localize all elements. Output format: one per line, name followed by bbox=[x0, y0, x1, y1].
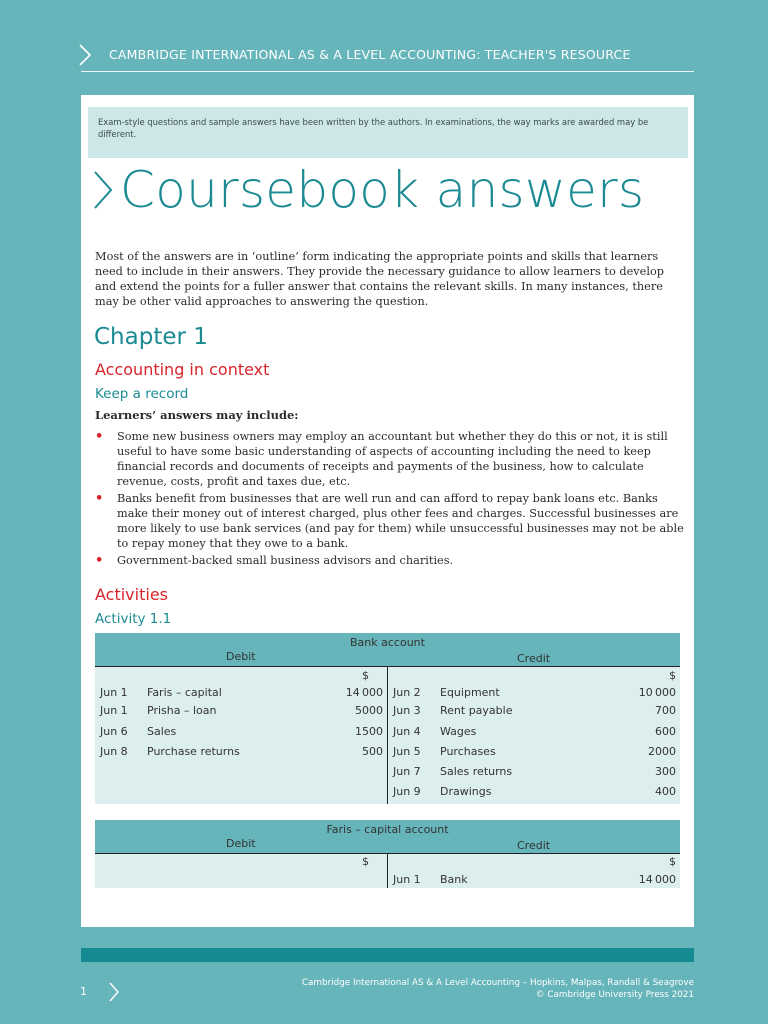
debit-amount: 5000 bbox=[355, 704, 383, 717]
debit-date: Jun 1 bbox=[100, 704, 128, 717]
credit-date: Jun 5 bbox=[393, 745, 421, 758]
credit-amount: 700 bbox=[655, 704, 676, 717]
credit-date: Jun 9 bbox=[393, 785, 421, 798]
credit-amount: 400 bbox=[655, 785, 676, 798]
credit-date: Jun 3 bbox=[393, 704, 421, 717]
chapter-heading: Chapter 1 bbox=[94, 324, 208, 350]
header-divider bbox=[81, 71, 694, 72]
subsection-heading-activity-1-1: Activity 1.1 bbox=[95, 611, 172, 627]
debit-item: Prisha – loan bbox=[147, 704, 217, 717]
table-header bbox=[95, 820, 680, 853]
credit-amount: 600 bbox=[655, 725, 676, 738]
list-item: • Some new business owners may employ an accountant but whether they do this or not, it is still useful to have some basic understanding of aspects of accounting including the need to keep financial records and documents of receipts and payments of the business, how to calculate revenue, costs, profit and taxes due, etc. bbox=[95, 429, 668, 488]
credit-label: Credit bbox=[517, 652, 551, 665]
credit-currency: $ bbox=[669, 669, 676, 682]
credit-item: Purchases bbox=[440, 745, 496, 758]
chevron-right-icon bbox=[92, 168, 114, 212]
footer-copyright: © Cambridge University Press 2021 bbox=[535, 990, 694, 1000]
footer-credit-line: Cambridge International AS & A Level Accounting – Hopkins, Malpas, Randall & Seagrove bbox=[301, 978, 694, 988]
header-title: CAMBRIDGE INTERNATIONAL AS & A LEVEL ACCOUNTING: TEACHER'S RESOURCE bbox=[109, 47, 631, 62]
credit-item: Sales returns bbox=[440, 765, 513, 778]
list-item: • Government-backed small business advisors and charities. bbox=[95, 553, 454, 568]
credit-label: Credit bbox=[517, 839, 551, 852]
section-heading-context: Accounting in context bbox=[95, 360, 270, 379]
debit-currency: $ bbox=[362, 669, 369, 682]
exam-notice: Exam-style questions and sample answers have been written by the authors. In examinations, the way marks are awarded may be different. bbox=[88, 107, 688, 158]
chevron-right-icon bbox=[78, 44, 92, 66]
page-number: 1 bbox=[80, 985, 87, 998]
debit-label: Debit bbox=[226, 650, 256, 663]
capital-account-table bbox=[95, 820, 680, 888]
subsection-heading-keep-record: Keep a record bbox=[95, 386, 189, 402]
debit-currency: $ bbox=[362, 855, 369, 868]
account-title: Faris – capital account bbox=[326, 823, 449, 836]
credit-date: Jun 2 bbox=[393, 686, 421, 699]
page-content bbox=[81, 95, 694, 927]
table-header bbox=[95, 633, 680, 666]
debit-amount: 1500 bbox=[355, 725, 383, 738]
credit-item: Bank bbox=[440, 873, 468, 886]
account-title: Bank account bbox=[350, 636, 425, 649]
t-account-divider bbox=[387, 666, 388, 804]
credit-date: Jun 4 bbox=[393, 725, 421, 738]
page-title bbox=[92, 161, 644, 219]
debit-date: Jun 1 bbox=[100, 686, 128, 699]
footer-bar bbox=[81, 948, 694, 962]
answer-bullet-list bbox=[95, 429, 685, 570]
credit-item: Rent payable bbox=[440, 704, 513, 717]
debit-amount: 500 bbox=[362, 745, 383, 758]
credit-amount: 300 bbox=[655, 765, 676, 778]
credit-amount: 14 000 bbox=[638, 873, 676, 886]
t-account-divider bbox=[387, 853, 388, 888]
credit-amount: 2000 bbox=[648, 745, 676, 758]
list-item: • Banks benefit from businesses that are well run and can afford to repay bank loans etc. Banks make their money out of interest charged, plus other fees and charges. Successful businesses are more likely to use bank services (and pay for them) while unsuccessful businesses may not be able to repay money that they owe to a bank. bbox=[95, 491, 684, 550]
section-heading-activities: Activities bbox=[95, 585, 168, 604]
debit-item: Faris – capital bbox=[147, 686, 222, 699]
credit-currency: $ bbox=[669, 855, 676, 868]
credit-amount: 10 000 bbox=[638, 686, 676, 699]
intro-paragraph: Most of the answers are in ‘outline’ form indicating the appropriate points and skills that learners need to include in their answers. They provide the necessary guidance to allow learners to develop and extend the points for a fuller answer that contains the relevant skills. In many instances, there may be other valid approaches to answering the question. bbox=[95, 250, 664, 308]
debit-date: Jun 8 bbox=[100, 745, 128, 758]
debit-amount: 14 000 bbox=[345, 686, 383, 699]
bank-account-table bbox=[95, 633, 680, 804]
bullet-icon: • bbox=[95, 553, 104, 568]
credit-item: Drawings bbox=[440, 785, 492, 798]
debit-item: Sales bbox=[147, 725, 177, 738]
bullet-icon: • bbox=[95, 491, 104, 506]
bullet-icon: • bbox=[95, 429, 104, 444]
credit-date: Jun 7 bbox=[393, 765, 421, 778]
credit-date: Jun 1 bbox=[393, 873, 421, 886]
page-title-text: Coursebook answers bbox=[120, 161, 645, 219]
credit-item: Equipment bbox=[440, 686, 500, 699]
chevron-right-icon bbox=[108, 982, 120, 1002]
credit-item: Wages bbox=[440, 725, 477, 738]
learners-answers-label: Learners’ answers may include: bbox=[95, 408, 299, 422]
debit-date: Jun 6 bbox=[100, 725, 128, 738]
debit-label: Debit bbox=[226, 837, 256, 850]
debit-item: Purchase returns bbox=[147, 745, 240, 758]
footer-credits bbox=[302, 977, 694, 1001]
